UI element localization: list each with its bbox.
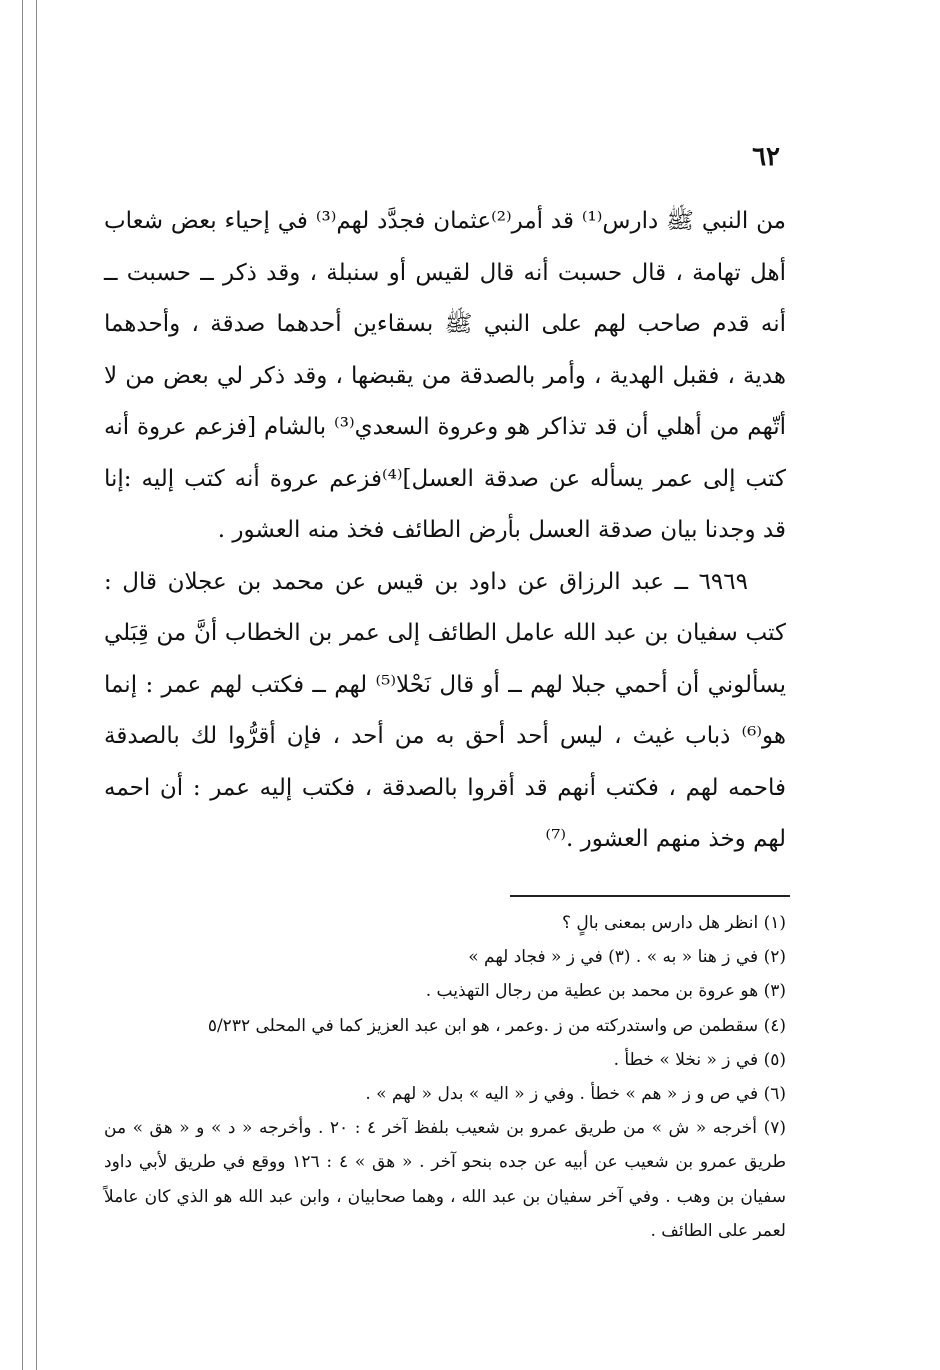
page-number: ٦٢ xyxy=(752,142,780,172)
footnote-separator xyxy=(510,895,790,897)
page-edge-left xyxy=(22,0,23,1370)
footnote-3: (٣) هو عروة بن محمد بن عطية من رجال التهذيب . xyxy=(425,981,786,1002)
footnote-4: (٤) سقطمن ص واستدركته من ز .وعمر ، هو ابن عبد العزيز كما في المحلى ٥/٢٣٢ xyxy=(207,1015,786,1036)
page-edge-left-inner xyxy=(36,0,37,1370)
main-text xyxy=(104,196,786,866)
footnote-6: (٦) في ص و ز « هم » خطأ . وفي ز « اليه » بدل « لهم » . xyxy=(365,1084,786,1105)
paragraph-2: ٦٩٦٩ ــ عبد الرزاق عن داود بن قيس عن محمد بن عجلان قال : كتب سفيان بن عبد الله عامل الطائف إلى عمر بن الخطاب أنَّ من قِبَلي يسألوني أن أحمي جبلا لهم ــ أو قال نَحْلا⁽⁵⁾ لهم ــ فكتب لهم عمر : إنما هو⁽⁶⁾ ذباب غيث ، ليس أحد أحق به من أحد ، فإن أقرُّوا لك بالصدقة فاحمه لهم ، فكتب أنهم قد أقروا بالصدقة ، فكتب إليه عمر : أن احمه لهم وخذ منهم العشور .⁽⁷⁾ xyxy=(104,568,786,852)
footnote-1: (١) انظر هل دارس بمعنى بالٍ ؟ xyxy=(561,913,786,933)
paragraph-1: من النبي ﷺ دارس⁽¹⁾ قد أمر⁽²⁾عثمان فجدَّد لهم⁽³⁾ في إحياء بعض شعاب أهل تهامة ، قال حسبت أنه قال لقيس أو سنبلة ، وقد ذكر ــ حسبت ــ أنه قدم صاحب لهم على النبي ﷺ بسقاءين أحدهما صدقة ، وأحدهما هدية ، فقبل الهدية ، وأمر بالصدقة من يقبضها ، وقد ذكر لي بعض من لا أتّهم من أهلي أن قد تذاكر هو وعروة السعدي⁽³⁾ بالشام [فزعم عروة أنه كتب إلى عمر يسأله عن صدقة العسل]⁽⁴⁾فزعم عروة أنه كتب إليه :إنا قد وجدنا بيان صدقة العسل بأرض الطائف فخذ منه العشور . xyxy=(104,208,786,543)
footnote-7: (٧) أخرجه « ش » من طريق عمرو بن شعيب بلفظ آخر ٤ : ٢٠ . وأخرجه « د » و « هق » من طريق عمرو بن شعيب عن أبيه عن جده بنحو آخر . « هق » ٤ : ١٢٦ ووقع في طريق لأبي داود سفيان بن وهب . وفي آخر سفيان بن عبد الله ، وهما صحابيان ، وابن عبد الله هو الذي كان عاملاً لعمر على الطائف . xyxy=(104,1118,786,1241)
footnote-2: (٢) في ز هنا « به » . (٣) في ز « فجاد لهم » xyxy=(468,947,786,968)
footnotes xyxy=(104,906,786,1248)
footnote-5: (٥) في ز « نخلا » خطأ . xyxy=(613,1049,786,1070)
